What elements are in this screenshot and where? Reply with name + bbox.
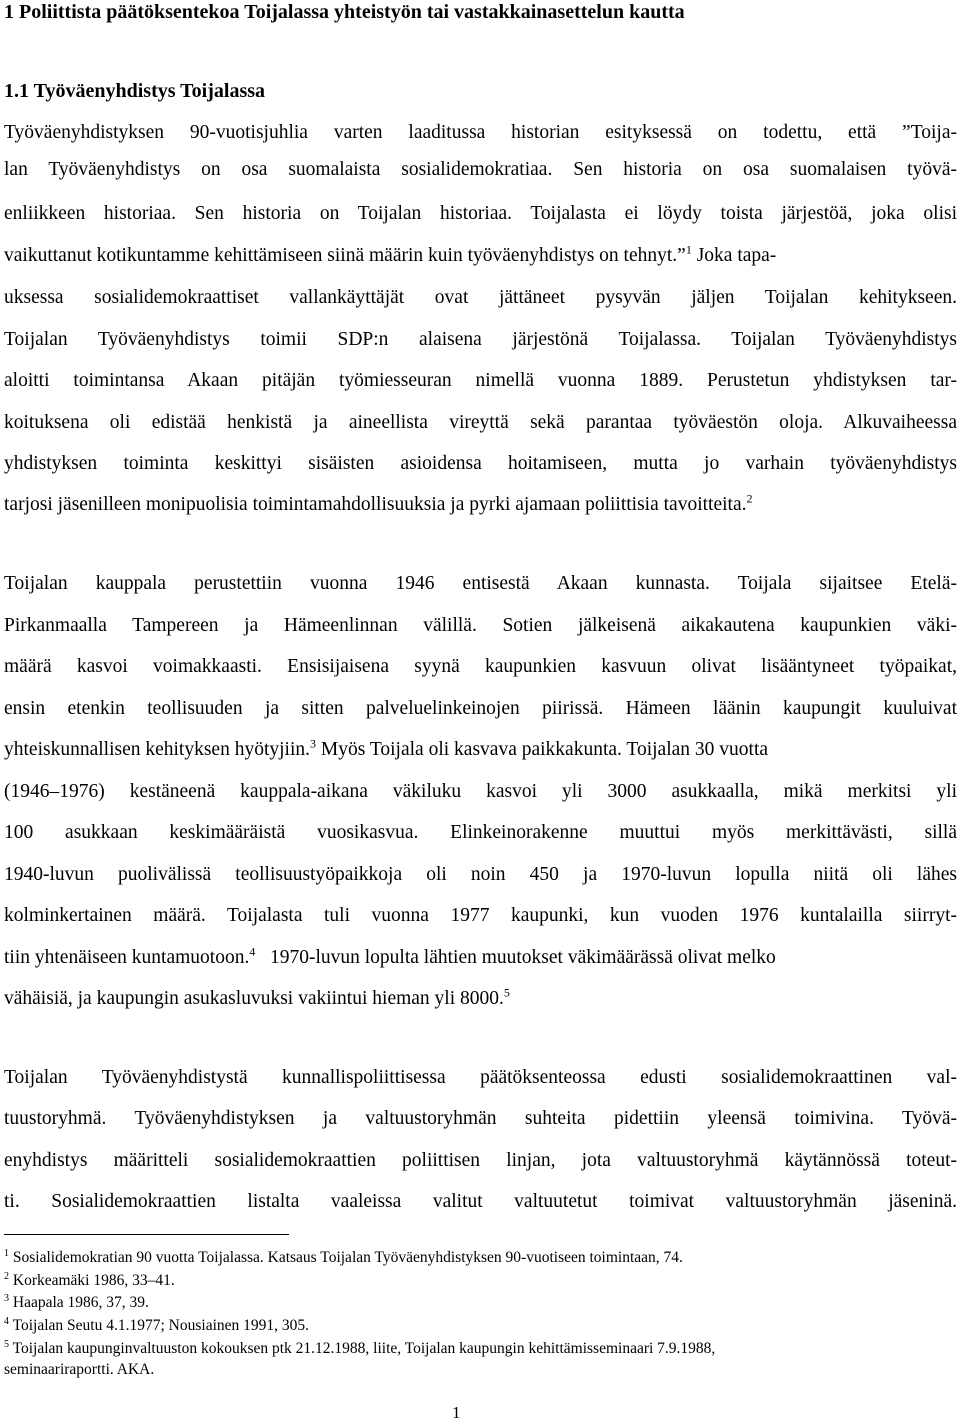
footnote [4, 1249, 944, 1267]
text-line: (1946–1976) kestäneenä kauppala-aikana väkiluku kasvoi yli 3000 asukkaalla, mikä merkitsi yli [4, 781, 957, 802]
text-segment: tarjosi jäsenilleen monipuolisia toimintamahdollisuuksia ja pyrki ajamaan poliittisia tavoitteita. [4, 494, 747, 515]
text-line: kolminkertainen määrä. Toijalasta tuli vuonna 1977 kaupunki, kun vuoden 1976 kuntalailla siirryt- [4, 905, 957, 926]
text-segment: 1970-luvun lopulta lähtien muutokset väkimäärässä olivat melko [269, 947, 776, 968]
text-segment: Myös Toijala oli kasvava paikkakunta. Toijalan 30 vuotta [320, 739, 769, 760]
page-number: 1 [452, 1403, 461, 1422]
footnote-number: 4 [4, 1315, 9, 1327]
footnote-number: 2 [4, 1270, 9, 1282]
chapter-heading: 1 Poliittista päätöksentekoa Toijalassa yhteistyön tai vastakkainasettelun kautta [4, 1, 685, 23]
footnote-ref: 1 [685, 242, 692, 257]
footnote-ref: 3 [310, 736, 317, 751]
text-line: Toijalan Työväenyhdistys toimii SDP:n alaisena järjestönä Toijalassa. Toijalan Työväenyhdistys [4, 329, 957, 350]
text-line: uksessa sosialidemokraattiset vallankäyttäjät ovat jättäneet pysyvän jäljen Toijalan kehitykseen. [4, 287, 957, 308]
footnote [4, 1340, 944, 1358]
text-line: ensin etenkin teollisuuden ja sitten palveluelinkeinojen piirissä. Hämeen läänin kaupungit kuuluivat [4, 698, 957, 719]
footnote-ref: 4 [249, 944, 256, 959]
footnote-ref: 2 [746, 491, 753, 506]
footnote-number: 1 [4, 1247, 9, 1259]
text-line: Pirkanmaalla Tampereen ja Hämeenlinnan välillä. Sotien jälkeisenä aikakautena kaupunkien väki- [4, 615, 957, 636]
text-line: 100 asukkaan keskimääräistä vuosikasvua. Elinkeinorakenne muuttui myös merkittävästi, sillä [4, 822, 957, 843]
text-segment: Joka tapa- [696, 245, 777, 266]
text-segment: yhteiskunnallisen kehityksen hyötyjiin. [4, 739, 311, 760]
text-line: enyhdistys määritteli sosialidemokraattien poliittisen linjan, jota valtuustoryhmä käytännössä toteut- [4, 1150, 957, 1171]
text-line: aloitti toimintansa Akaan pitäjän työmiesseuran nimellä vuonna 1889. Perustetun yhdistyksen tar- [4, 370, 957, 391]
text-line: määrä kasvoi voimakkaasti. Ensisijaisena syynä kaupunkien kasvuun olivat lisääntyneet työpaikat, [4, 656, 957, 677]
text-line: tuustoryhmä. Työväenyhdistyksen ja valtuustoryhmän suhteita pidettiin yleensä toimivina. Työvä- [4, 1108, 957, 1129]
text-line: 1940-luvun puolivälissä teollisuustyöpaikkoja oli noin 450 ja 1970-luvun lopulla niitä oli lähes [4, 864, 957, 885]
text-line: enliikkeen historiaa. Sen historia on Toijalan historiaa. Toijalasta ei löydy toista järjestöä, joka olisi [4, 203, 957, 224]
text-line: ti. Sosialidemokraattien listalta vaaleissa valitut valtuutetut toimivat valtuustoryhmän jäseninä. [4, 1191, 957, 1212]
footnote-ref: 5 [503, 985, 510, 1000]
footnote [4, 1317, 944, 1335]
text-segment: vähäisiä, ja kaupungin asukasluvuksi vakiintui hieman yli 8000. [4, 988, 504, 1009]
footnote [4, 1272, 944, 1290]
footnote-number: 5 [4, 1338, 9, 1350]
text-line [4, 987, 957, 1011]
text-segment: tiin yhtenäiseen kuntamuotoon. [4, 947, 250, 968]
footnote-text: Korkeamäki 1986, 33–41. [12, 1272, 175, 1289]
footnote-text: Sosialidemokratian 90 vuotta Toijalassa. Katsaus Toijalan Työväenyhdistyksen 90-vuotiseen toimintaan, 74. [12, 1249, 683, 1266]
footnote-continuation: seminaariraportti. AKA. [4, 1361, 155, 1378]
text-line [4, 946, 957, 970]
text-line [4, 738, 957, 762]
text-line: Toijalan kauppala perustettiin vuonna 1946 entisestä Akaan kunnasta. Toijala sijaitsee Etelä- [4, 573, 957, 594]
footnote-number: 3 [4, 1292, 9, 1304]
text-line: yhdistyksen toiminta keskittyi sisäisten asioidensa hoitamiseen, mutta jo varhain työväenyhdistys [4, 453, 957, 474]
footnote-divider [4, 1234, 289, 1235]
text-line [4, 244, 957, 268]
text-line: lan Työväenyhdistys on osa suomalaista sosialidemokratiaa. Sen historia on osa suomalaisen työvä- [4, 159, 957, 180]
text-line [4, 493, 957, 517]
text-line: Toijalan Työväenyhdistystä kunnallispoliittisessa päätöksenteossa edusti sosialidemokraattinen val- [4, 1067, 957, 1088]
footnote-text: Toijalan Seutu 4.1.1977; Nousiainen 1991, 305. [12, 1317, 310, 1334]
section-heading: 1.1 Työväenyhdistys Toijalassa [4, 80, 266, 102]
text-line: Työväenyhdistyksen 90-vuotisjuhlia varten laaditussa historian esityksessä on todettu, että ”Toija- [4, 122, 957, 143]
footnote [4, 1294, 944, 1312]
text-segment: vaikuttanut kotikuntamme kehittämiseen siinä määrin kuin työväenyhdistys on tehnyt.” [4, 245, 686, 266]
text-line: koituksena oli edistää henkistä ja aineellista vireyttä sekä parantaa työväestön oloja. Alkuvaiheessa [4, 412, 957, 433]
footnote-text: Haapala 1986, 37, 39. [12, 1294, 149, 1311]
footnote-text: Toijalan kaupunginvaltuuston kokouksen ptk 21.12.1988, liite, Toijalan kaupungin kehittämisseminaari 7.9.1988, [12, 1340, 716, 1357]
